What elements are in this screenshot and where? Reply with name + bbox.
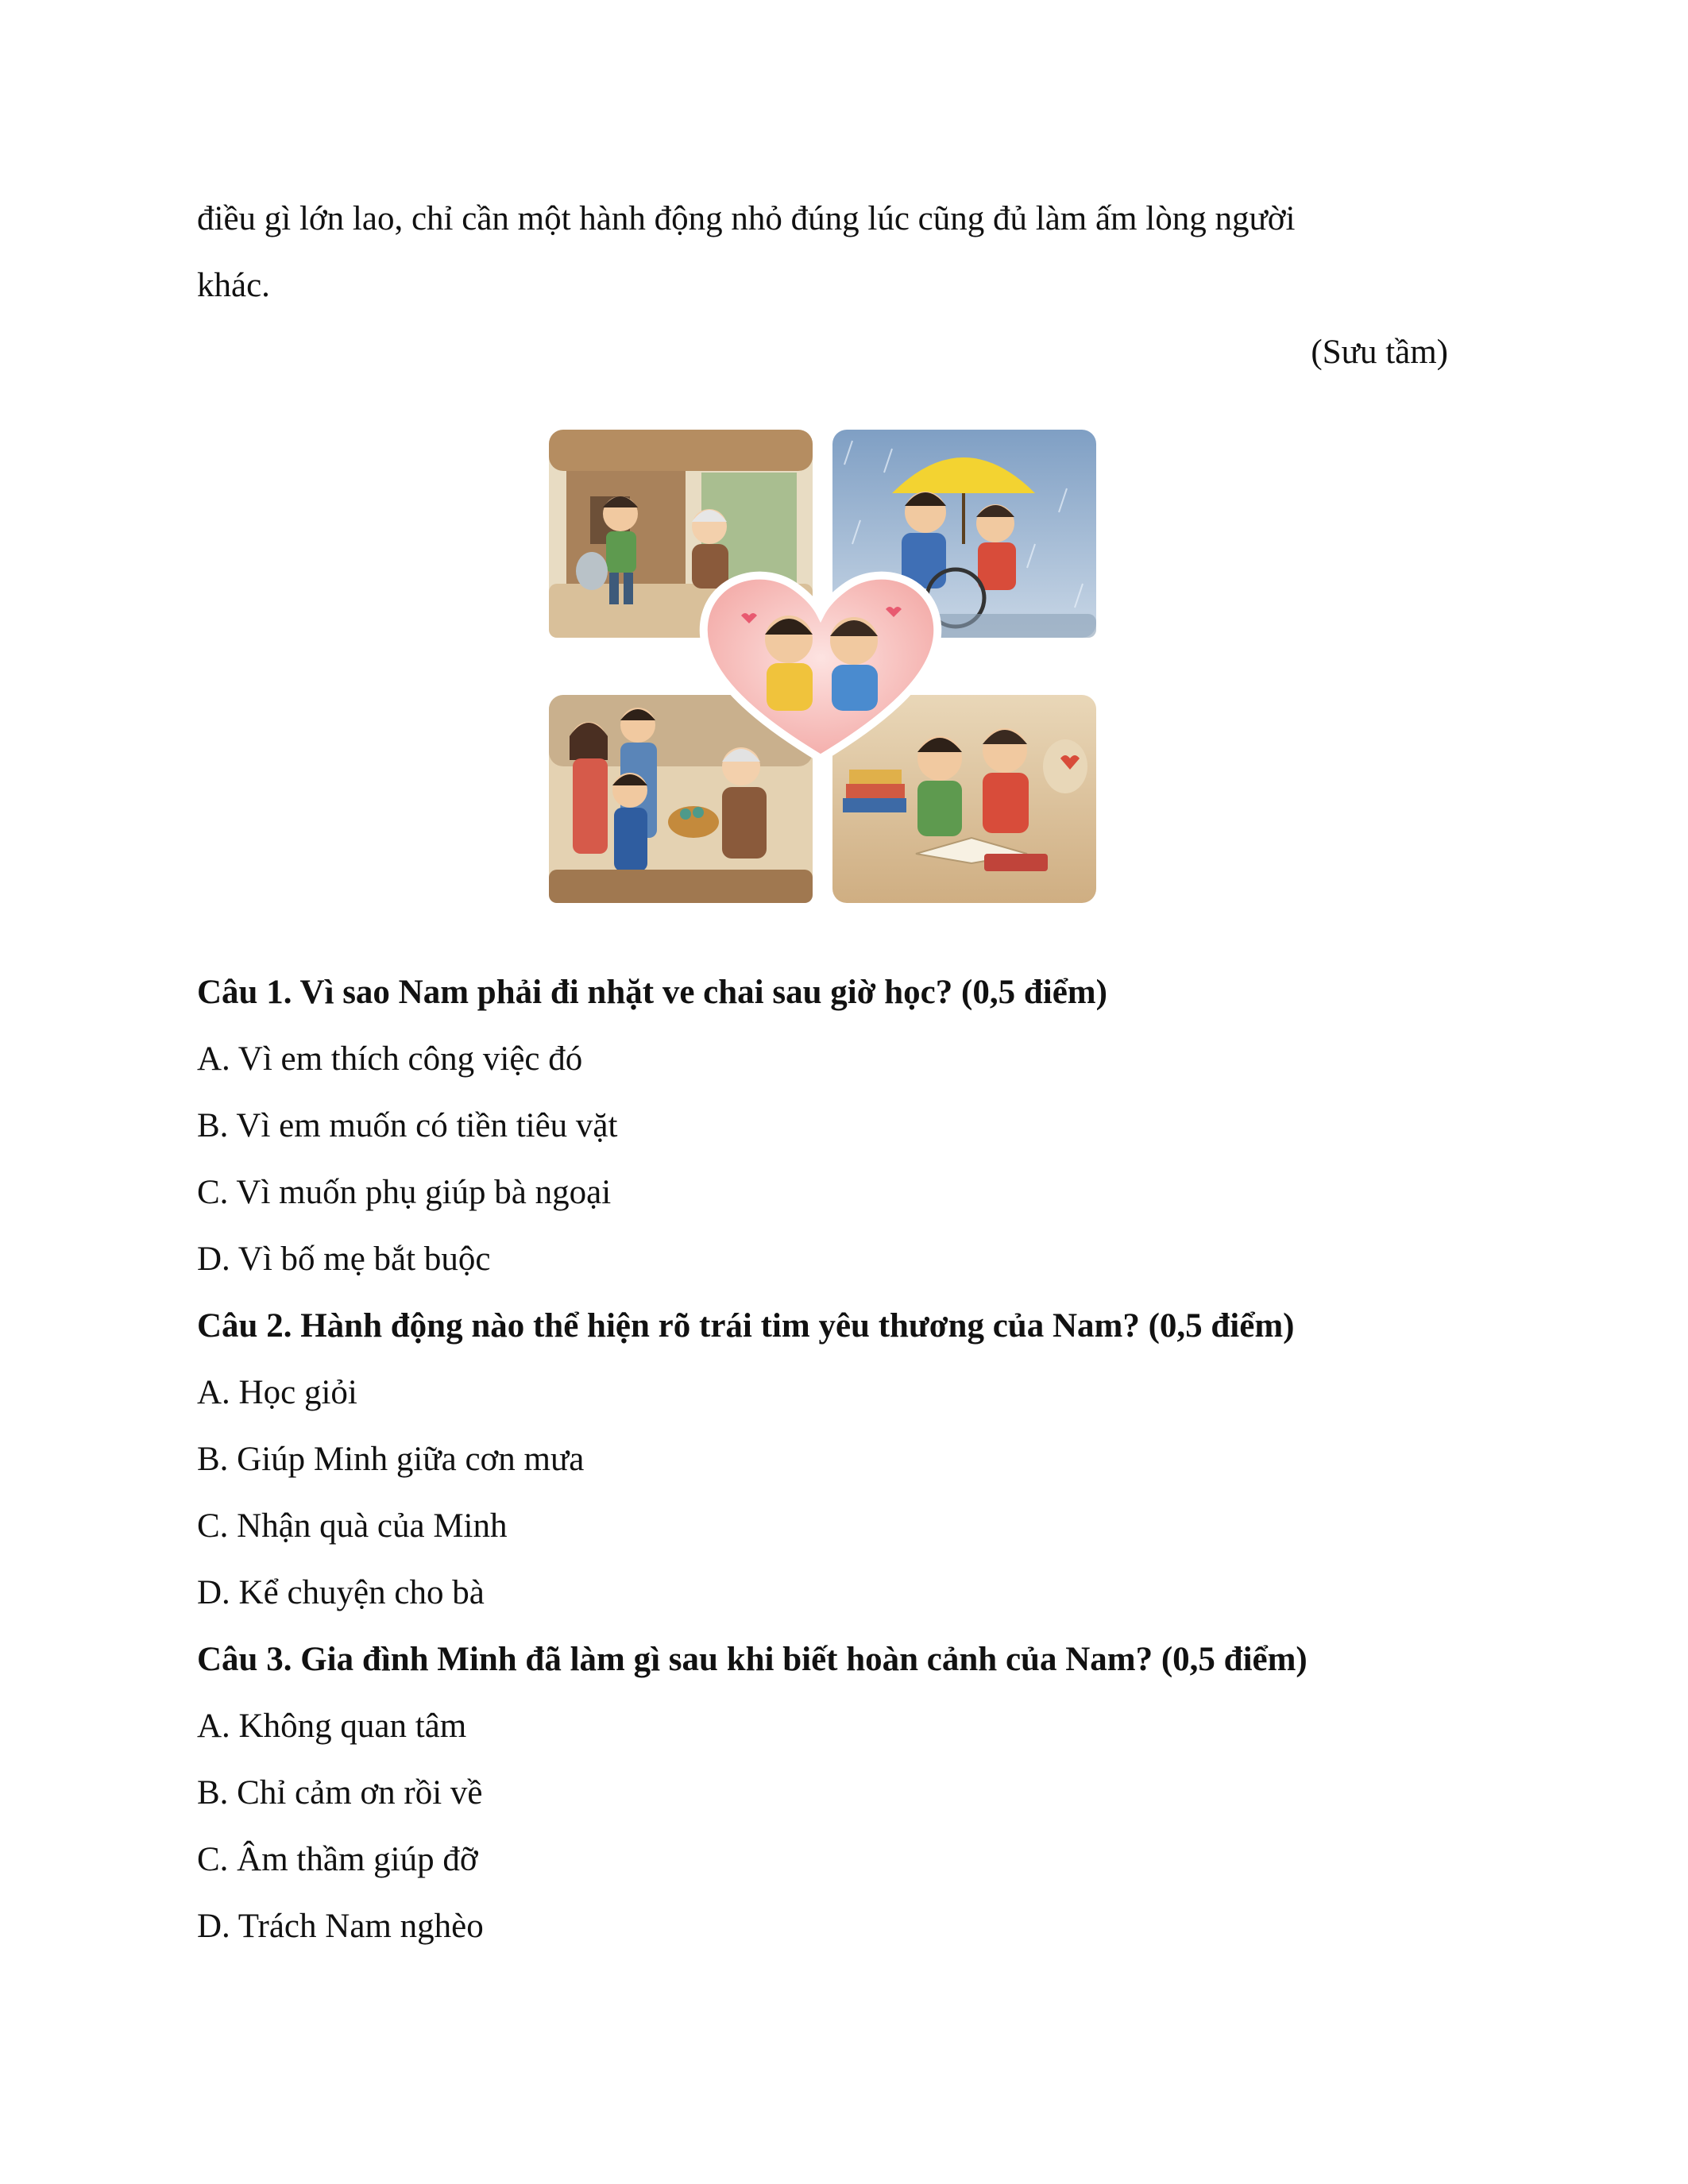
answer-option: D. Kể chuyện cho bà <box>197 1574 485 1611</box>
passage-ending <box>197 186 1452 319</box>
story-illustration <box>543 425 1099 909</box>
question-list <box>197 959 1484 1960</box>
question-1 <box>197 959 1484 1293</box>
answer-option: C. Vì muốn phụ giúp bà ngoại <box>197 1174 612 1211</box>
answer-option: B. Chỉ cảm ơn rồi về <box>197 1774 483 1812</box>
question-title: Câu 3. Gia đình Minh đã làm gì sau khi biết hoàn cảnh của Nam? (0,5 điểm) <box>197 1641 1308 1678</box>
question-title: Câu 1. Vì sao Nam phải đi nhặt ve chai sau giờ học? (0,5 điểm) <box>197 974 1107 1011</box>
question-3 <box>197 1626 1484 1960</box>
passage-line: điều gì lớn lao, chỉ cần một hành động nhỏ đúng lúc cũng đủ làm ấm lòng người <box>197 200 1296 237</box>
answer-option: A. Học giỏi <box>197 1374 357 1411</box>
answer-option: D. Vì bố mẹ bắt buộc <box>197 1241 491 1278</box>
answer-option: C. Nhận quà của Minh <box>197 1507 508 1545</box>
answer-option: C. Âm thầm giúp đỡ <box>197 1841 478 1878</box>
answer-option: A. Không quan tâm <box>197 1707 467 1745</box>
answer-option: B. Giúp Minh giữa cơn mưa <box>197 1441 585 1478</box>
answer-option: D. Trách Nam nghèo <box>197 1908 484 1945</box>
passage-line: khác. <box>197 267 270 304</box>
answer-option: B. Vì em muốn có tiền tiêu vặt <box>197 1107 618 1144</box>
answer-option: A. Vì em thích công việc đó <box>197 1040 583 1078</box>
question-2 <box>197 1293 1484 1626</box>
question-title: Câu 2. Hành động nào thể hiện rõ trái tim yêu thương của Nam? (0,5 điểm) <box>197 1307 1295 1345</box>
source-attribution: (Sưu tầm) <box>1311 334 1448 371</box>
